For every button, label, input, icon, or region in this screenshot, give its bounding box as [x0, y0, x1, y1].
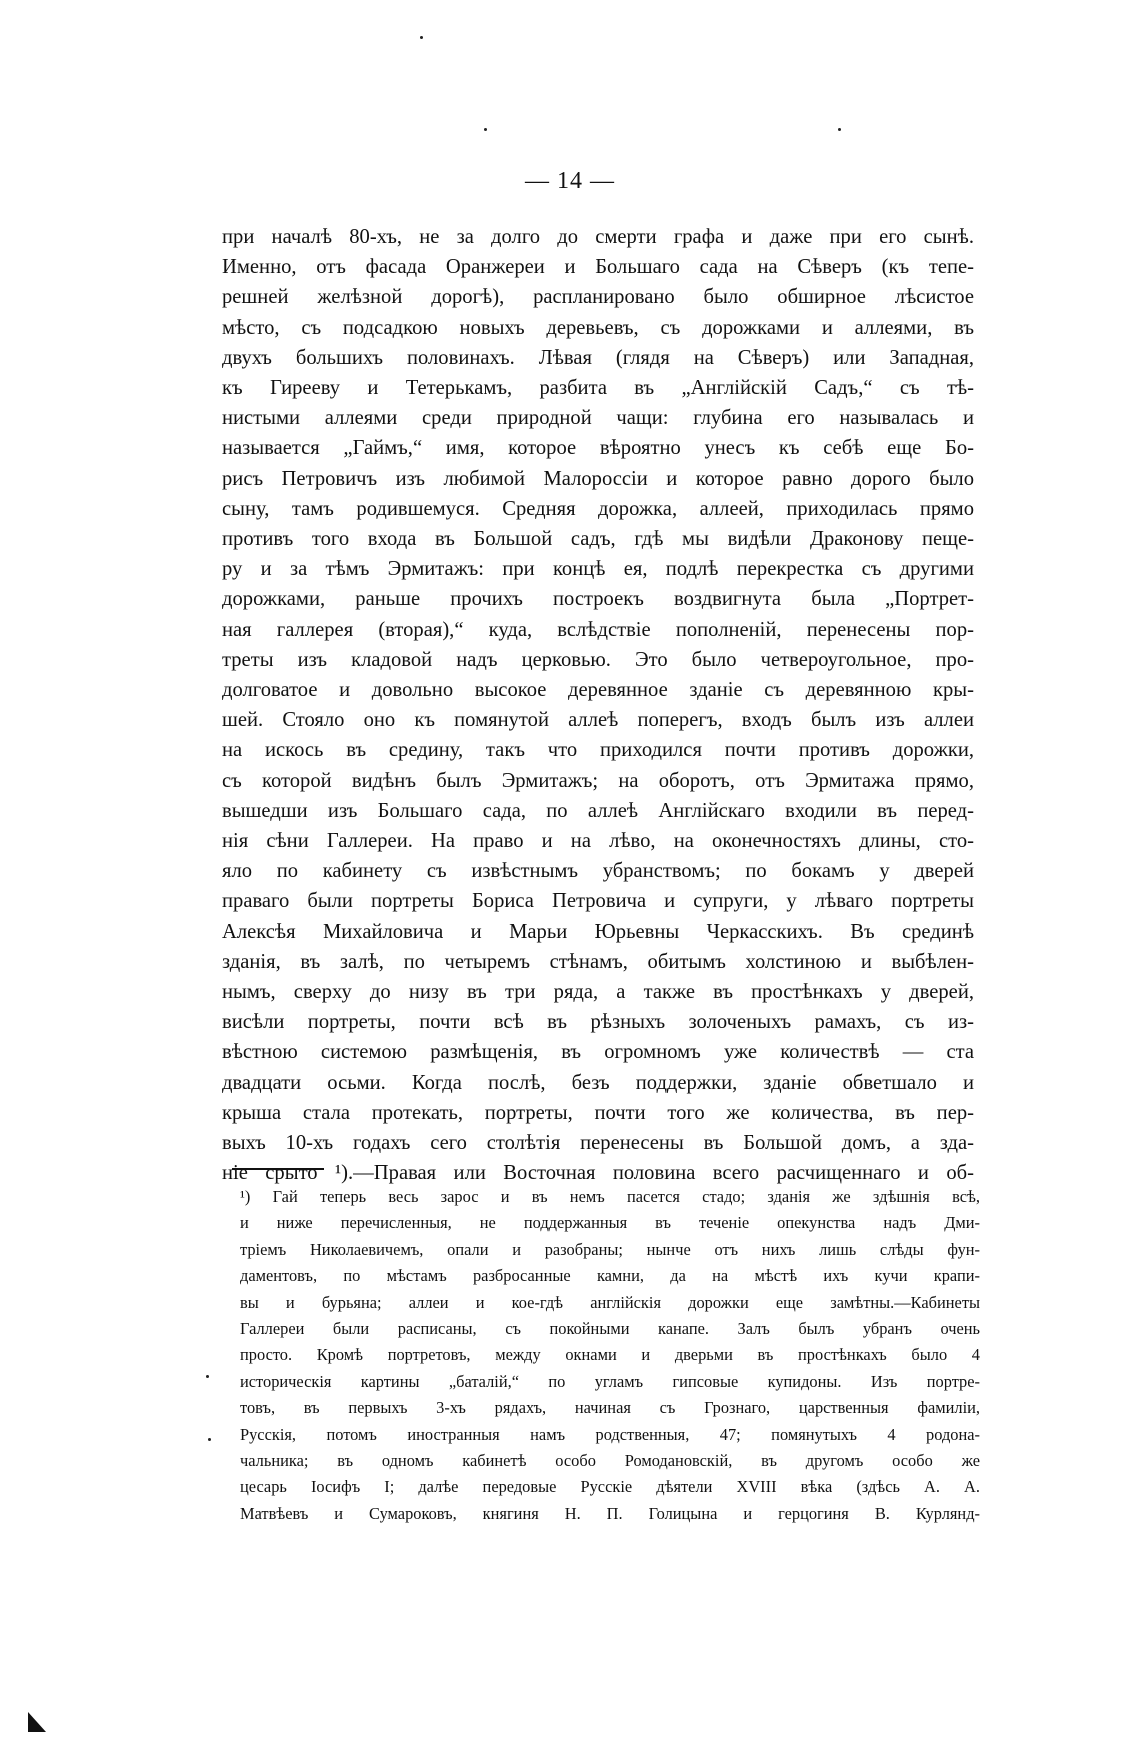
footnote-line: и ниже перечисленныя, не поддержанныя въ теченіе опекунства надъ Дми-: [240, 1213, 980, 1233]
text-line: на искось въ средину, такъ что приходился почти противъ дорожки,: [222, 739, 974, 762]
footnote-line: чальника; въ одномъ кабинетѣ особо Ромодановскій, въ другомъ особо же: [240, 1451, 980, 1471]
footnote-line: тріемъ Николаевичемъ, опали и разобраны; нынче отъ нихъ лишь слѣды фун-: [240, 1239, 980, 1259]
text-line: ру и за тѣмъ Эрмитажъ: при концѣ ея, подлѣ перекрестка съ другими: [222, 558, 974, 581]
text-line: ніе срыто ¹).—Правая или Восточная половина всего расчищеннаго и об-: [222, 1162, 974, 1185]
scan-speck: [206, 1375, 209, 1378]
text-line: выхъ 10-хъ годахъ сего столѣтія перенесены въ Большой домъ, а зда-: [222, 1132, 974, 1155]
footnote-line: просто. Кромѣ портретовъ, между окнами и дверьми въ простѣнкахъ было 4: [240, 1345, 980, 1365]
scan-speck: [838, 128, 841, 131]
scan-speck: [420, 36, 423, 39]
text-line: вѣстною системою размѣщенія, въ огромномъ уже количествѣ — ста: [222, 1041, 974, 1064]
text-line: решней желѣзной дорогѣ), распланировано было обширное лѣсистое: [222, 286, 974, 309]
text-line: рисъ Петровичъ изъ любимой Малороссіи и которое равно дорого было: [222, 467, 974, 490]
footnote: [240, 1184, 980, 1527]
text-line: къ Гирееву и Тетерькамъ, разбита въ „Англійскій Садъ,“ съ тѣ-: [222, 377, 974, 400]
text-line: двухъ большихъ половинахъ. Лѣвая (глядя на Сѣверъ) или Западная,: [222, 346, 974, 369]
text-line: мѣсто, съ подсадкою новыхъ деревьевъ, съ дорожками и аллеями, въ: [222, 316, 974, 339]
text-line: сыну, тамъ родившемуся. Средняя дорожка, аллеей, приходилась прямо: [222, 497, 974, 520]
footnote-line: историческія картины „баталій,“ по угламъ гипсовые купидоны. Изъ портре-: [240, 1371, 980, 1391]
footnote-line: цесарь Іосифъ I; далѣе передовые Русскіе дѣятели XVIII вѣка (здѣсь А. А.: [240, 1477, 980, 1497]
footnote-line: Русскія, потомъ иностранныя намъ родственныя, 47; помянутыхъ 4 родона-: [240, 1424, 980, 1444]
text-line: нымъ, сверху до низу въ три ряда, а также въ простѣнкахъ у дверей,: [222, 981, 974, 1004]
text-line: вышедши изъ Большаго сада, по аллеѣ Англійскаго входили въ перед-: [222, 799, 974, 822]
text-line: съ которой видѣнъ былъ Эрмитажъ; на оборотъ, отъ Эрмитажа прямо,: [222, 769, 974, 792]
text-line: Алексѣя Михайловича и Марьи Юрьевны Черкасскихъ. Въ срединѣ: [222, 920, 974, 943]
footnote-line: товъ, въ первыхъ 3-хъ рядахъ, начиная съ Грознаго, царственныя фамиліи,: [240, 1398, 980, 1418]
text-line: дорожками, раньше прочихъ построекъ воздвигнута была „Портрет-: [222, 588, 974, 611]
text-line: яло по кабинету съ извѣстнымъ убранствомъ; по бокамъ у дверей: [222, 860, 974, 883]
text-line: крыша стала протекать, портреты, почти того же количества, въ пер-: [222, 1101, 974, 1124]
text-line: при началѣ 80-хъ, не за долго до смерти графа и даже при его сынѣ.: [222, 226, 974, 248]
footnote-line: ¹) Гай теперь весь зарос и въ немъ пасется стадо; зданія же здѣшнія всѣ,: [240, 1187, 980, 1206]
page-number: — 14 —: [525, 168, 615, 194]
text-line: висѣли портреты, почти всѣ въ рѣзныхъ золоченыхъ рамахъ, съ из-: [222, 1011, 974, 1034]
text-line: долговатое и довольно высокое деревянное зданіе съ деревянною кры-: [222, 679, 974, 702]
scan-speck: [208, 1438, 211, 1441]
text-line: нистыми аллеями среди природной чащи: глубина его называлась и: [222, 407, 974, 430]
main-text-body: [222, 222, 974, 1189]
text-line: зданія, въ залѣ, по четыремъ стѣнамъ, обитымъ холстиною и выбѣлен-: [222, 950, 974, 973]
scan-corner-mark: [28, 1712, 46, 1732]
footnote-rule: [232, 1168, 324, 1170]
text-line: шей. Стояло оно къ помянутой аллеѣ поперегъ, входъ былъ изъ аллеи: [222, 709, 974, 732]
text-line: Именно, отъ фасада Оранжереи и Большаго сада на Сѣверъ (къ тепе-: [222, 256, 974, 279]
footnote-line: Матвѣевъ и Сумароковъ, княгиня Н. П. Голицына и герцогиня В. Курлянд-: [240, 1503, 980, 1523]
text-line: нія сѣни Галлереи. На право и на лѣво, на оконечностяхъ длины, сто-: [222, 830, 974, 853]
footnote-line: даментовъ, по мѣстамъ разбросанные камни, да на мѣстѣ ихъ кучи крапи-: [240, 1266, 980, 1286]
scan-speck: [484, 128, 487, 131]
footnote-line: вы и бурьяна; аллеи и кое-гдѣ англійскія дорожки еще замѣтны.—Кабинеты: [240, 1292, 980, 1312]
footnote-line: Галлереи были расписаны, съ покойными канапе. Залъ былъ убранъ очень: [240, 1319, 980, 1339]
text-line: двадцати осьми. Когда послѣ, безъ поддержки, зданіе обветшало и: [222, 1071, 974, 1094]
text-line: противъ того входа въ Большой садъ, гдѣ мы видѣли Драконову пеще-: [222, 528, 974, 551]
text-line: треты изъ кладовой надъ церковью. Это было четвероугольное, про-: [222, 648, 974, 671]
text-line: ная галлерея (вторая),“ куда, вслѣдствіе пополненій, перенесены пор-: [222, 618, 974, 641]
text-line: называется „Гаймъ,“ имя, которое вѣроятно унесъ къ себѣ еще Бо-: [222, 437, 974, 460]
text-line: праваго были портреты Бориса Петровича и супруги, у лѣваго портреты: [222, 890, 974, 913]
